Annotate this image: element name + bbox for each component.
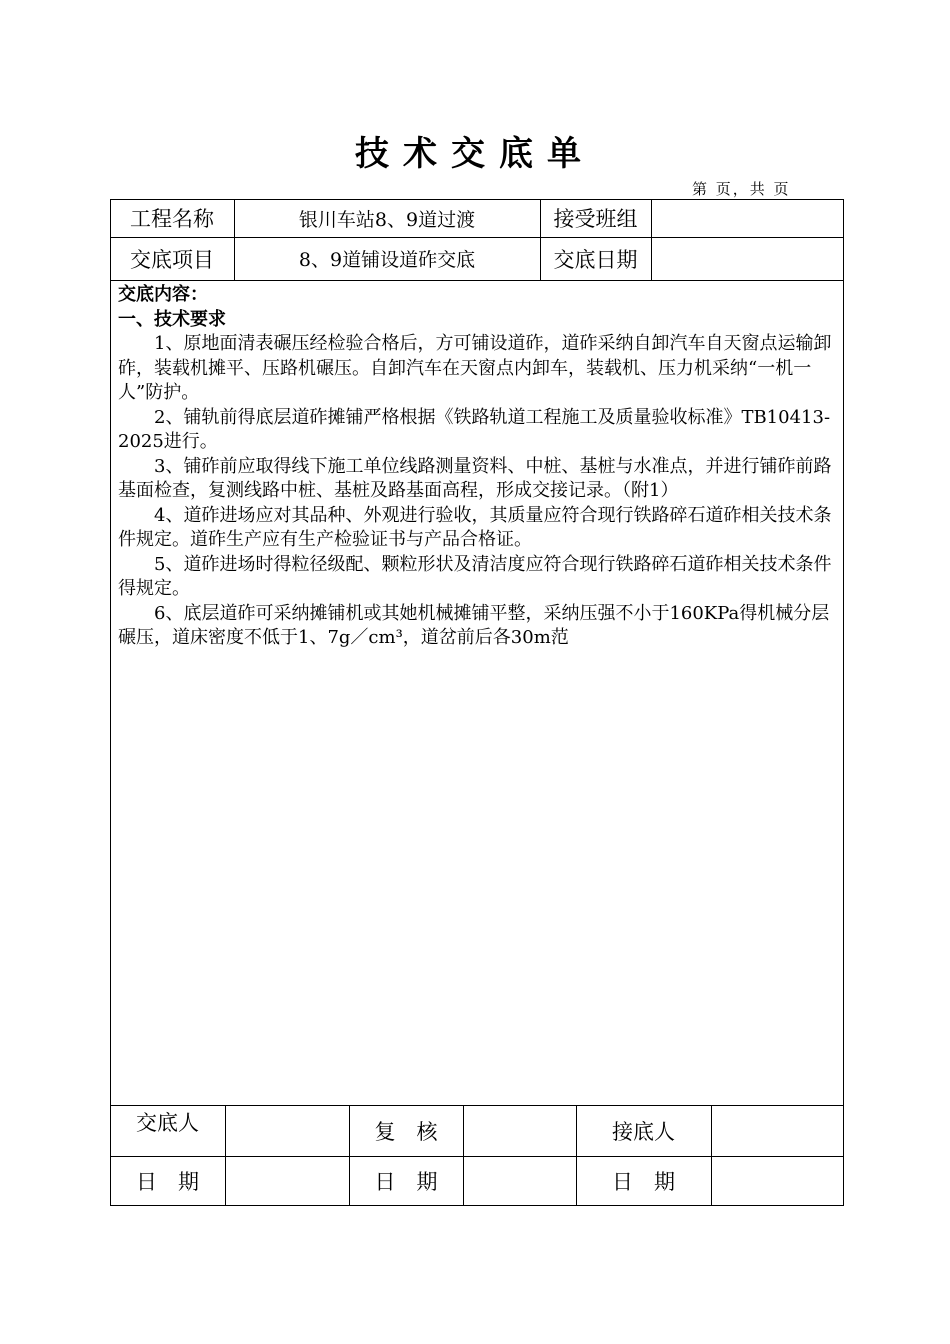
receiving-team-label: 接受班组 — [553, 207, 638, 231]
paragraph: 4、道砟进场应对其品种、外观进行验收，其质量应符合现行铁路碎石道砟相关技术条件规定。道砟生产应有生产检验证书与产品合格证。 — [118, 504, 832, 550]
paragraph: 1、原地面清表碾压经检验合格后，方可铺设道砟，道砟采纳自卸汽车自天窗点运输卸砟，装载机摊平、压路机碾压。自卸汽车在天窗点内卸车，装载机、压力机采纳“一机一人”防护。 — [118, 333, 832, 403]
project-name-label: 工程名称 — [130, 207, 214, 231]
presenter-date-label: 日 期 — [136, 1170, 199, 1194]
item-value: 8、9道铺设道砟交底 — [298, 249, 476, 271]
col-divider — [225, 1105, 226, 1206]
content-area — [118, 283, 840, 651]
receiving-team-value — [651, 199, 844, 237]
paragraph: 5、道砟进场时得粒径级配、颗粒形状及清洁度应符合现行铁路碎石道砟相关技术条件得规定。 — [118, 553, 832, 599]
item-label: 交底项目 — [130, 247, 214, 272]
page-info: 第 页，共 页 — [692, 180, 791, 198]
receiver-label: 接底人 — [612, 1119, 675, 1144]
col-divider — [463, 1105, 464, 1206]
project-name-value: 银川车站8、9道过渡 — [298, 208, 476, 231]
receiver-date-label: 日 期 — [612, 1170, 675, 1194]
presenter-label: 交底人 — [136, 1111, 199, 1135]
section-title: 一、技术要求 — [118, 308, 226, 330]
date-label: 交底日期 — [553, 247, 638, 272]
col-divider — [711, 1105, 712, 1206]
row-divider — [110, 280, 844, 281]
document-title: 技术交底单 — [355, 134, 595, 174]
content-heading: 交底内容： — [118, 284, 208, 305]
reviewer-label: 复 核 — [374, 1119, 438, 1144]
reviewer-date-label: 日 期 — [374, 1170, 438, 1194]
paragraph: 3、铺砟前应取得线下施工单位线路测量资料、中桩、基桩与水准点，并进行铺砟前路基面检查，复测线路中桩、基桩及路基面高程，形成交接记录。（附1） — [118, 455, 832, 501]
paragraph: 6、底层道砟可采纳摊铺机或其她机械摊铺平整，采纳压强不小于160KPa得机械分层碾压，道床密度不低于1、7g／cm³，道岔前后各30m范 — [118, 602, 830, 648]
date-value — [651, 237, 844, 280]
paragraph: 2、铺轨前得底层道砟摊铺严格根据《铁路轨道工程施工及质量验收标准》TB10413-2025进行。 — [118, 406, 831, 452]
